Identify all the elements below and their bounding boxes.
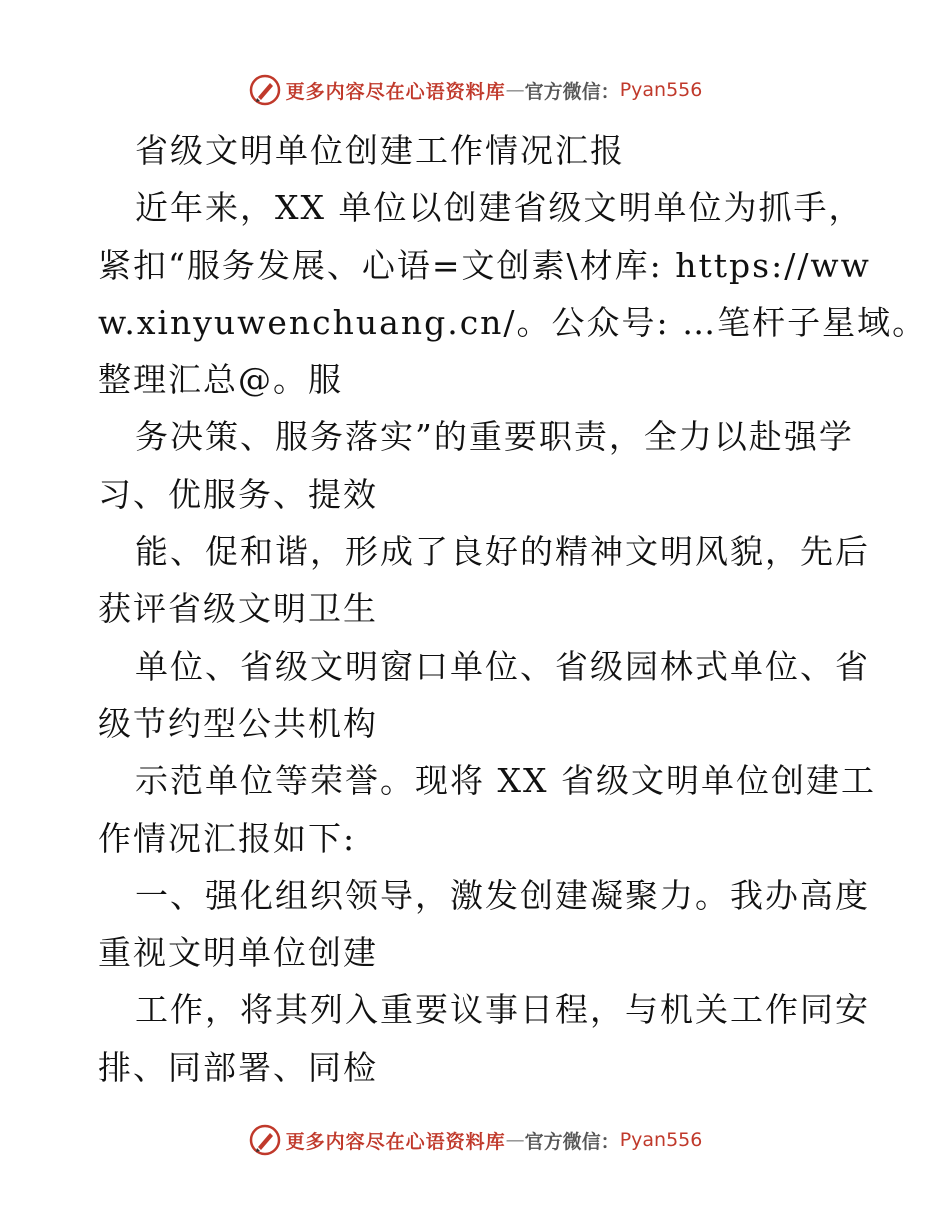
document-line: 紧扣“服务发展、心语=文创素\材库: https://ww <box>98 245 871 285</box>
header-watermark-banner <box>0 70 950 110</box>
banner-dash: — <box>505 79 525 101</box>
banner-dash: — <box>505 1129 525 1151</box>
document-line: 排、同部署、同检 <box>98 1047 378 1087</box>
document-line: 重视文明单位创建 <box>98 933 378 973</box>
document-line: 示范单位等荣誉。现将 XX 省级文明单位创建工 <box>135 761 876 801</box>
document-line: 省级文明单位创建工作情况汇报 <box>135 131 625 170</box>
banner-wechat-id: Pyan556 <box>619 1129 703 1151</box>
banner-main-text: 更多内容尽在心语资料库 <box>285 80 506 103</box>
banner-wechat-label: 官方微信： <box>524 1130 620 1153</box>
document-line: 一、强化组织领导，激发创建凝聚力。我办高度 <box>135 875 870 915</box>
document-line: 习、优服务、提效 <box>98 474 378 514</box>
document-line: 工作，将其列入重要议事日程，与机关工作同安 <box>135 990 870 1030</box>
banner-wechat-label: 官方微信： <box>524 80 620 103</box>
document-line: 近年来，XX 单位以创建省级文明单位为抓手， <box>135 188 864 228</box>
pen-logo-icon <box>248 73 282 107</box>
footer-watermark-banner <box>0 1120 950 1160</box>
document-line: 作情况汇报如下: <box>98 818 357 858</box>
document-line: 级节约型公共机构 <box>98 703 378 743</box>
document-line: 获评省级文明卫生 <box>98 589 378 629</box>
document-line: 整理汇总@。服 <box>98 360 343 400</box>
document-line: 单位、省级文明窗口单位、省级园林式单位、省 <box>135 646 870 686</box>
banner-wechat-id: Pyan556 <box>619 79 703 101</box>
document-line: w.xinyuwenchuang.cn/。公众号: …笔杆子星域。 <box>98 302 928 342</box>
document-body <box>98 122 928 1096</box>
document-line: 务决策、服务落实”的重要职责，全力以赴强学 <box>135 417 854 457</box>
pen-logo-icon <box>248 1123 282 1157</box>
banner-main-text: 更多内容尽在心语资料库 <box>285 1130 506 1153</box>
document-line: 能、促和谐，形成了良好的精神文明风貌，先后 <box>135 532 870 572</box>
